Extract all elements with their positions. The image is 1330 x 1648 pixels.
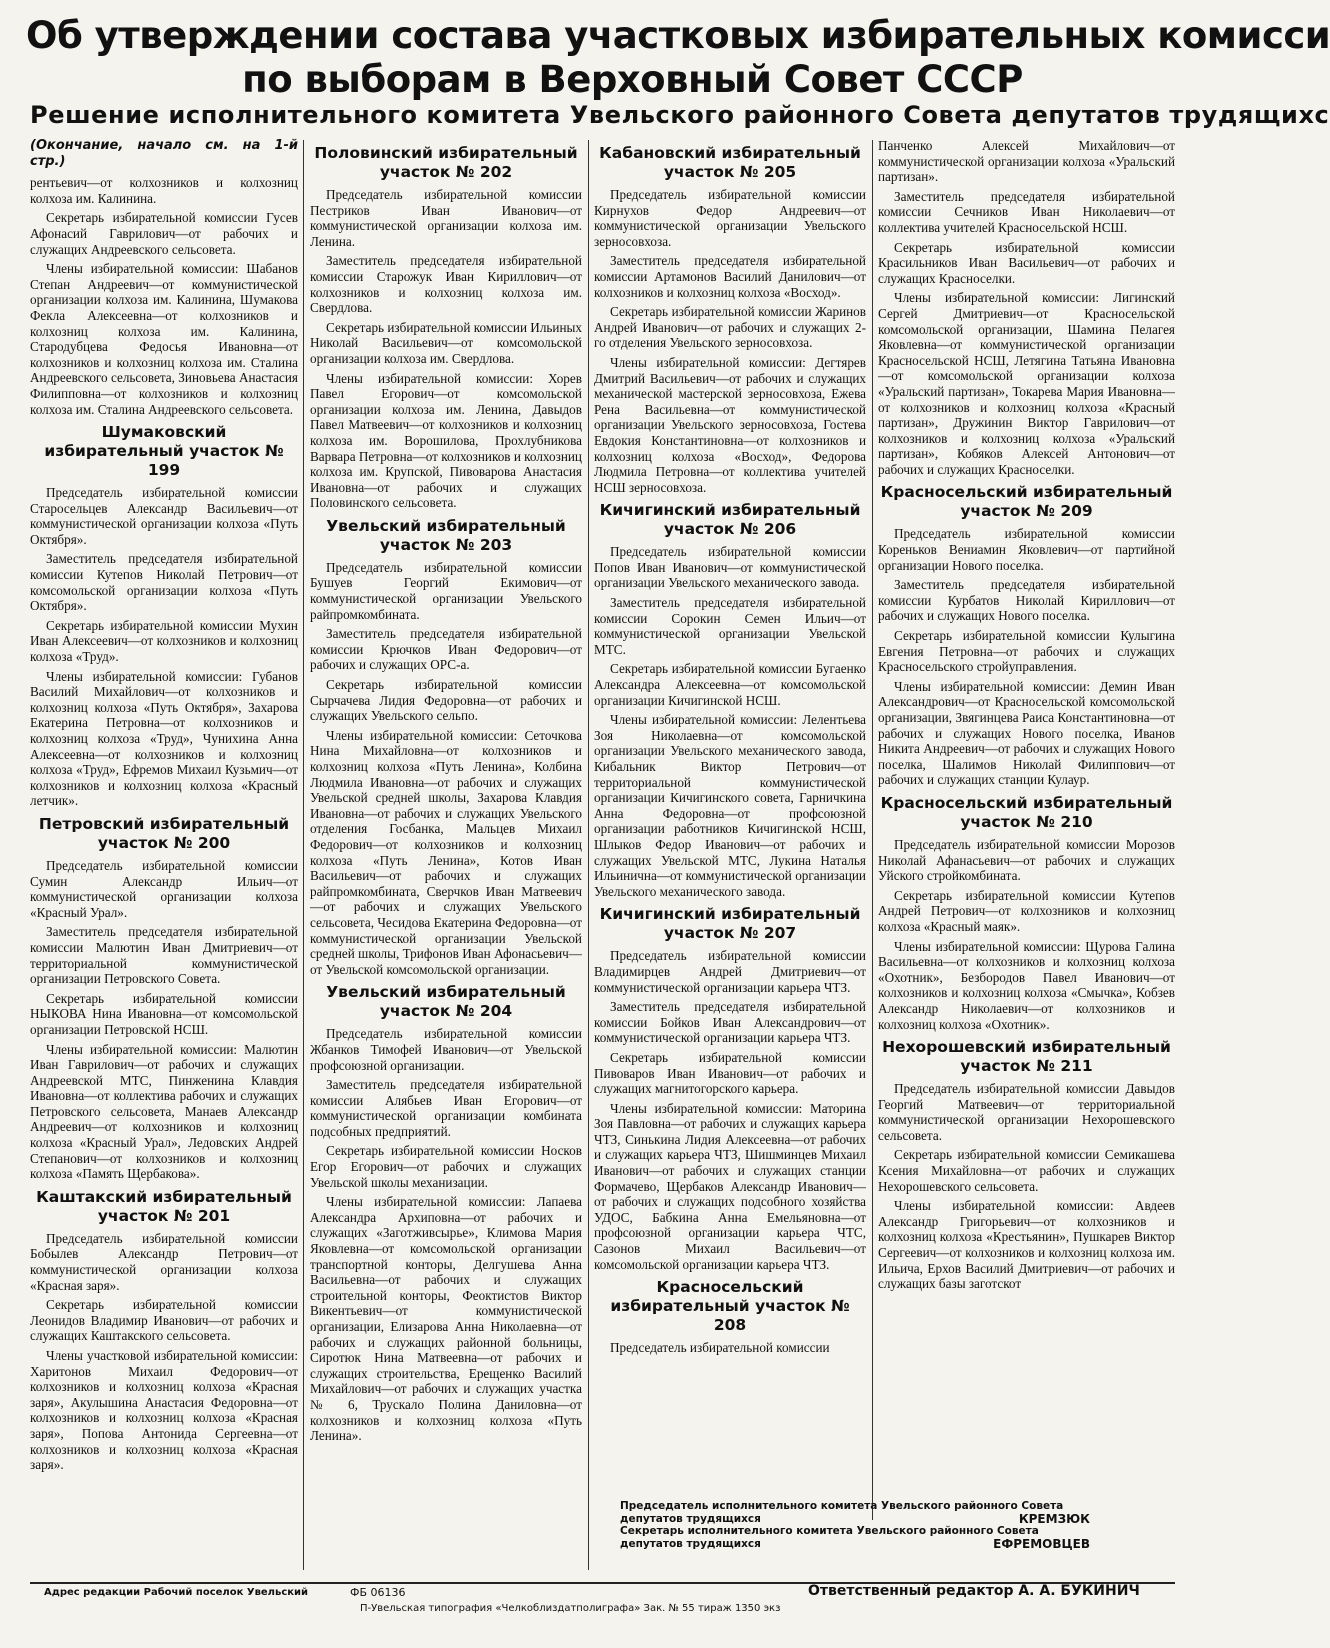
column-divider (588, 140, 589, 1570)
paragraph: Секретарь избирательной комиссии НЫКОВА Нина Ивановна—от комсомольской организации Петровской НСШ. (30, 990, 298, 1037)
section-title: Нехорошевский избирательный участок № 211 (882, 1038, 1171, 1076)
paragraph: Секретарь избирательной комиссии Бугаенко Александра Алексеевна—от комсомольской организации Кичигинской НСШ. (594, 661, 866, 708)
paragraph: Председатель избирательной комиссии Бобылев Александр Петрович—от коммунистической организации колхоза «Красная заря». (30, 1230, 298, 1293)
section-title: Кабановский избирательный участок № 205 (599, 144, 861, 181)
paragraph: Председатель избирательной комиссии Давыдов Георгий Матвеевич—от территориальной коммунистической организации Нехорошевского сельсовета. (878, 1081, 1175, 1143)
paragraph: Заместитель председателя избирательной комиссии Курбатов Николай Кириллович—от рабочих и служащих Нового поселка. (878, 577, 1175, 624)
paragraph: Председатель избирательной комиссии Бушуев Георгий Екимович—от коммунистической организации Увельского райпромкомбината. (310, 559, 582, 622)
paragraph: Члены избирательной комиссии: Демин Иван Александрович—от Красносельской комсомольской организации, Звягинцева Раиса Константиновна—от рабочих и служащих Нового поселка, Иванов Никита Андреевич—от рабочих и служащих Нового поселка, Шалимов Николай Филиппович—от рабочих и служащих станции Кулаур. (878, 678, 1175, 788)
paragraph: Секретарь избирательной комиссии Сырчачева Лидия Федоровна—от рабочих и служащих Увельского сельпо. (310, 677, 582, 724)
paragraph: Члены избирательной комиссии: Лелентьева Зоя Николаевна—от комсомольской организации Увельского механического завода, Кибальник Виктор Петрович—от территориальной коммунистической организации Кичигинского совета, Гарничкина Анна Федоровна—от профсоюзной организации работников Кичигинской НСШ, Шлыков Федор Иванович—от рабочих и служащих Увельской МТС, Лукина Наталья Ильинична—от коммунистической организации Увельского механического завода. (594, 712, 866, 899)
paragraph: Члены избирательной комиссии: Лапаева Александра Архиповна—от рабочих и служащих «Заготживсырье», Климова Мария Яковлевна—от комсомольской организации транспортной конторы, Делгушева Анна Васильевна—от рабочих и служащих строительной конторы, Феоктистов Виктор Викентьевич—от коммунистической организации, Елизарова Анна Николаевна—от рабочих и служащих районной больницы, Сиротюк Нина Матвеевна—от рабочих и служащих строительства, Ерещенко Василий Михайлович—от рабочих и служащих участка № 6, Трускало Полина Даниловна—от колхозников и колхозниц колхоза «Путь Ленина». (310, 1194, 582, 1444)
secretary-title: Секретарь исполнительного комитета Увельского районного Совета (620, 1525, 1039, 1537)
paragraph: Секретарь избирательной комиссии Красильников Иван Васильевич—от рабочих и служащих Красноселки. (878, 239, 1175, 286)
secretary-name: ЕФРЕМОВЦЕВ (993, 1536, 1090, 1551)
paragraph: Заместитель председателя избирательной комиссии Бойков Иван Александрович—от коммунистической организации карьера ЧТЗ. (594, 999, 866, 1046)
continuation-note: (Окончание, начало см. на 1-й стр.) (30, 138, 298, 169)
column-1 (30, 138, 298, 1575)
column-4 (878, 138, 1175, 1575)
paragraph: Председатель избирательной комиссии Кирнухов Федор Андреевич—от коммунистической организации Увельского зерносовхоза. (594, 187, 866, 249)
paragraph: Секретарь избирательной комиссии Пивоваров Иван Иванович—от рабочих и служащих магнитогорского карьера. (594, 1049, 866, 1097)
paragraph: Члены избирательной комиссии: Хорев Павел Егорович—от комсомольской организации колхоза им. Ленина, Давыдов Павел Матвеевич—от колхозников и колхозниц колхоза им. Ворошилова, Прохлубникова Варвара Петровна—от колхозников и колхозниц колхоза им. Крупской, Пивоварова Анастасия Ивановна—от рабочих и служащих Половинского сельсовета. (310, 370, 582, 511)
section-title: Увельский избирательный участок № 203 (326, 516, 566, 554)
paragraph: Заместитель председателя избирательной комиссии Артамонов Василий Данилович—от колхозников и колхозниц колхоза «Восход». (594, 253, 866, 300)
footer (30, 1583, 1175, 1616)
paragraph: Секретарь избирательной комиссии Семикашева Ксения Михайловна—от рабочих и служащих Нехорошевского сельсовета. (878, 1147, 1175, 1194)
paragraph: Заместитель председателя избирательной комиссии Малютин Иван Дмитриевич—от территориальной коммунистической организации Петровского Совета. (30, 924, 298, 987)
paragraph: Члены избирательной комиссии: Губанов Василий Михайлович—от колхозников и колхозниц колхоза «Путь Октября», Захарова Екатерина Петровна—от колхозников и колхозниц колхоза «Труд», Чунихина Анна Алексеевна—от колхозников и колхозниц колхоза «Труд», Ефремов Михаил Кузьмич—от колхозников и колхозниц колхоза «Красный летчик». (30, 668, 298, 809)
signature-block (620, 1500, 1090, 1550)
headline-line-1: Об утверждении состава участковых избирательных комисси (26, 14, 1330, 57)
paragraph: Председатель избирательной комиссии Попов Иван Иванович—от коммунистической организации Увельского механического завода. (594, 544, 866, 591)
paragraph: Председатель избирательной комиссии Старосельцев Александр Васильевич—от коммунистической организации колхоза «Путь Октября». (30, 485, 298, 547)
paragraph: Члены избирательной комиссии: Авдеев Александр Григорьевич—от колхозников и колхозниц колхоза «Крестьянин», Пушкарев Виктор Сергеевич—от колхозников и колхозниц колхоза им. Ильича, Ерхов Василий Дмитриевич—от рабочих и служащих базы заготскот (878, 1198, 1175, 1292)
section-title: Половинский избирательный участок № 202 (314, 144, 578, 181)
editorial-address: Адрес редакции Рабочий поселок Увельский (44, 1587, 309, 1598)
section-title: Каштакский избирательный участок № 201 (36, 1187, 292, 1225)
paragraph: Заместитель председателя избирательной комиссии Кутепов Николай Петрович—от комсомольской организации колхоза «Путь Октября». (30, 551, 298, 614)
column-divider (872, 140, 873, 1520)
headline-line-2: по выборам в Верховный Совет СССР (242, 58, 1023, 101)
section-title: Шумаковский избирательный участок № 199 (44, 423, 284, 480)
paragraph: Члены избирательной комиссии: Щурова Галина Васильевна—от колхозников и колхозниц колхоза «Охотник», Безбородов Павел Иванович—от колхозников и колхозниц колхоза «Смычка», Кобзев Александр Николаевич—от колхозников и колхозниц колхоза «Охотник». (878, 938, 1175, 1032)
column-divider (303, 140, 304, 1570)
paragraph: Секретарь избирательной комиссии Леонидов Владимир Иванович—от рабочих и служащих Каштакского сельсовета. (30, 1297, 298, 1344)
section-title: Кичигинский избирательный участок № 206 (599, 501, 861, 539)
paragraph: Члены избирательной комиссии: Шабанов Степан Андреевич—от коммунистической организации колхоза им. Калинина, Шумакова Фекла Алексеевна—от колхозников и колхозниц колхоза им. Калинина, Стародубцева Федосья Ивановна—от колхозников и колхозниц колхоза им. Сталина Андреевского сельсовета, Зиновьева Анастасия Филипповна—от колхозников и колхозниц колхоза им. Сталина Андреевского сельсовета. (30, 261, 298, 417)
paragraph: Члены избирательной комиссии: Малютин Иван Гаврилович—от рабочих и служащих Андреевской МТС, Пинженина Клавдия Ивановна—от коллектива рабочих и служащих Петровского сельсовета, Манаев Александр Андреевич—от колхозников и колхозниц колхоза «Красный Урал», Ледовских Андрей Степанович—от колхозников и колхозниц колхоза «Память Щербакова». (30, 1041, 298, 1182)
section-title: Увельский избирательный участок № 204 (326, 983, 566, 1021)
paragraph: Секретарь избирательной комиссии Жаринов Андрей Иванович—от рабочих и служащих 2-го отделения Увельского зерносовхоза. (594, 304, 866, 351)
paragraph: Панченко Алексей Михайлович—от коммунистической организации колхоза «Уральский партизан». (878, 138, 1175, 185)
paragraph: Члены избирательной комиссии: Сеточкова Нина Михайловна—от колхозников и колхозниц колхоза «Путь Ленина», Колбина Людмила Ивановна—от рабочих и служащих Увельской средней школы, Захарова Клавдия Ивановна—от рабочих и служащих Увельского отделения Госбанка, Мальцев Михаил Федорович—от колхозников и колхозниц колхоза «Путь Ленина», Котов Иван Васильевич—от рабочих и служащих райпромкомбината, Сверчков Иван Матвеевич—от рабочих и служащих Увельского сельсовета, Чесидова Екатерина Федоровна—от коммунистической организации Увельской средней школы, Трифонов Иван Афонасьевич—от Увельской комсомольской организации. (310, 727, 582, 977)
paragraph: Заместитель председателя избирательной комиссии Алябьев Иван Егорович—от коммунистической организации комбината подсобных предприятий. (310, 1077, 582, 1139)
paragraph: Председатель избирательной комиссии Жбанков Тимофей Иванович—от Увельской профсоюзной организации. (310, 1026, 582, 1073)
paragraph: Председатель избирательной комиссии Владимирцев Андрей Дмитриевич—от коммунистической организации карьера ЧТЗ. (594, 948, 866, 995)
section-title: Петровский избирательный участок № 200 (38, 814, 290, 852)
paragraph: Члены избирательной комиссии: Дегтярев Дмитрий Васильевич—от рабочих и служащих механической мастерской зерносовхоза, Ежева Рена Васильевна—от коммунистической организации Увельского зерносовхоза, Гостева Евдокия Константиновна—от колхозников и колхозниц колхоза «Восход», Федорова Людмила Петровна—от коллектива учителей НСШ зерносовхоза. (594, 354, 866, 495)
paragraph: Председатель избирательной комиссии Морозов Николай Афанасьевич—от рабочих и служащих Уйского стройкомбината. (878, 836, 1175, 884)
paragraph: Члены избирательной комиссии: Маторина Зоя Павловна—от рабочих и служащих карьера ЧТЗ, Синькина Лидия Алексеевна—от рабочих и служащих карьера ЧТЗ, Шишминцев Михаил Иванович—от рабочих и служащих станции Формачево, Щербаков Александр Иванович—от рабочих и служащих подсобного хозяйства УДОС, Бабкина Анна Емельяновна—от профсоюзной организации карьера ЧТС, Сазонов Михаил Васильевич—от комсомольской организации карьера ЧТЗ. (594, 1100, 866, 1272)
paragraph: Председатель избирательной комиссии Кореньков Вениамин Яковлевич—от партийной организации Нового поселка. (878, 526, 1175, 573)
section-title: Кичигинский избирательный участок № 207 (599, 905, 861, 943)
column-3 (594, 138, 866, 1575)
paragraph: Заместитель председателя избирательной комиссии Старожук Иван Кириллович—от колхозников и колхозниц колхоза им. Свердлова. (310, 253, 582, 316)
paragraph: Члены избирательной комиссии: Лигинский Сергей Дмитриевич—от Красносельской комсомольской организации, Шамина Пелагея Яковлевна—от коммунистической организации Красносельской НСШ, Летягина Татьяна Ивановна—от комсомольской организации колхоза «Уральский партизан», Токарева Мария Ивановна—от колхозников и колхозниц колхоза «Красный партизан», Дружинин Виктор Гаврилович—от колхозников и колхозниц колхоза «Уральский партизан», Кобяков Алексей Антонович—от рабочих и служащих Красноселки. (878, 290, 1175, 477)
chair-title-2: депутатов трудящихся (620, 1512, 761, 1525)
printing-info: П-Увельская типография «Челкоблиздатполиграфа» Зак. № 55 тираж 1350 экз (360, 1603, 781, 1614)
paragraph: Секретарь избирательной комиссии Кутепов Андрей Петрович—от колхозников и колхозниц колхоза «Красный маяк». (878, 887, 1175, 934)
secretary-title-2: депутатов трудящихся (620, 1537, 761, 1550)
paragraph: рентьевич—от колхозников и колхозниц колхоза им. Калинина. (30, 175, 298, 206)
responsible-editor: Ответственный редактор А. А. БУКИНИЧ (808, 1583, 1140, 1599)
paragraph: Председатель избирательной комиссии Пестриков Иван Иванович—от коммунистической организации колхоза им. Ленина. (310, 187, 582, 249)
column-2 (310, 138, 582, 1575)
section-title: Красносельский избирательный участок № 210 (880, 793, 1173, 831)
censor-code: ФБ 06136 (350, 1586, 406, 1599)
paragraph: Секретарь избирательной комиссии Носков Егор Егорович—от рабочих и служащих Увельской школы механизации. (310, 1143, 582, 1190)
paragraph: Секретарь избирательной комиссии Мухин Иван Алексеевич—от колхозников и колхозниц колхоза «Труд». (30, 617, 298, 665)
paragraph: Председатель избирательной комиссии Сумин Александр Ильич—от коммунистической организации колхоза «Красный Урал». (30, 857, 298, 920)
paragraph: Заместитель председателя избирательной комиссии Сечников Иван Николаевич—от коллектива учителей Красносельской НСШ. (878, 188, 1175, 235)
paragraph: Секретарь избирательной комиссии Кулыгина Евгения Петровна—от рабочих и служащих Красносельского стройуправления. (878, 628, 1175, 675)
paragraph: Заместитель председателя избирательной комиссии Сорокин Семен Ильич—от коммунистической организации Увельской МТС. (594, 595, 866, 657)
chair-name: КРЕМЗЮК (1018, 1511, 1090, 1526)
paragraph: Секретарь избирательной комиссии Ильиных Николай Васильевич—от комсомольской организации колхоза им. Свердлова. (310, 319, 582, 366)
section-title: Красносельский избирательный участок № 208 (610, 1278, 850, 1335)
paragraph: Секретарь избирательной комиссии Гусев Афонасий Гаврилович—от рабочих и служащих Андреевского сельсовета. (30, 210, 298, 257)
paragraph: Члены участковой избирательной комиссии: Харитонов Михаил Федорович—от колхозников и колхозниц колхоза «Красная заря», Акулышина Анастасия Федоровна—от колхозников и колхозниц колхоза «Красная заря», Попова Антонида Сергеевна—от колхозников и колхозниц колхоза «Красная заря». (30, 1348, 298, 1473)
paragraph: Заместитель председателя избирательной комиссии Крючков Иван Федорович—от рабочих и служащих ОРС-а. (310, 626, 582, 673)
section-title: Красносельский избирательный участок № 209 (880, 483, 1173, 521)
subheadline: Решение исполнительного комитета Увельского районного Совета депутатов трудящихс (30, 101, 1330, 129)
paragraph: Председатель избирательной комиссии (610, 1340, 830, 1356)
chair-title: Председатель исполнительного комитета Увельского районного Совета (620, 1500, 1064, 1512)
